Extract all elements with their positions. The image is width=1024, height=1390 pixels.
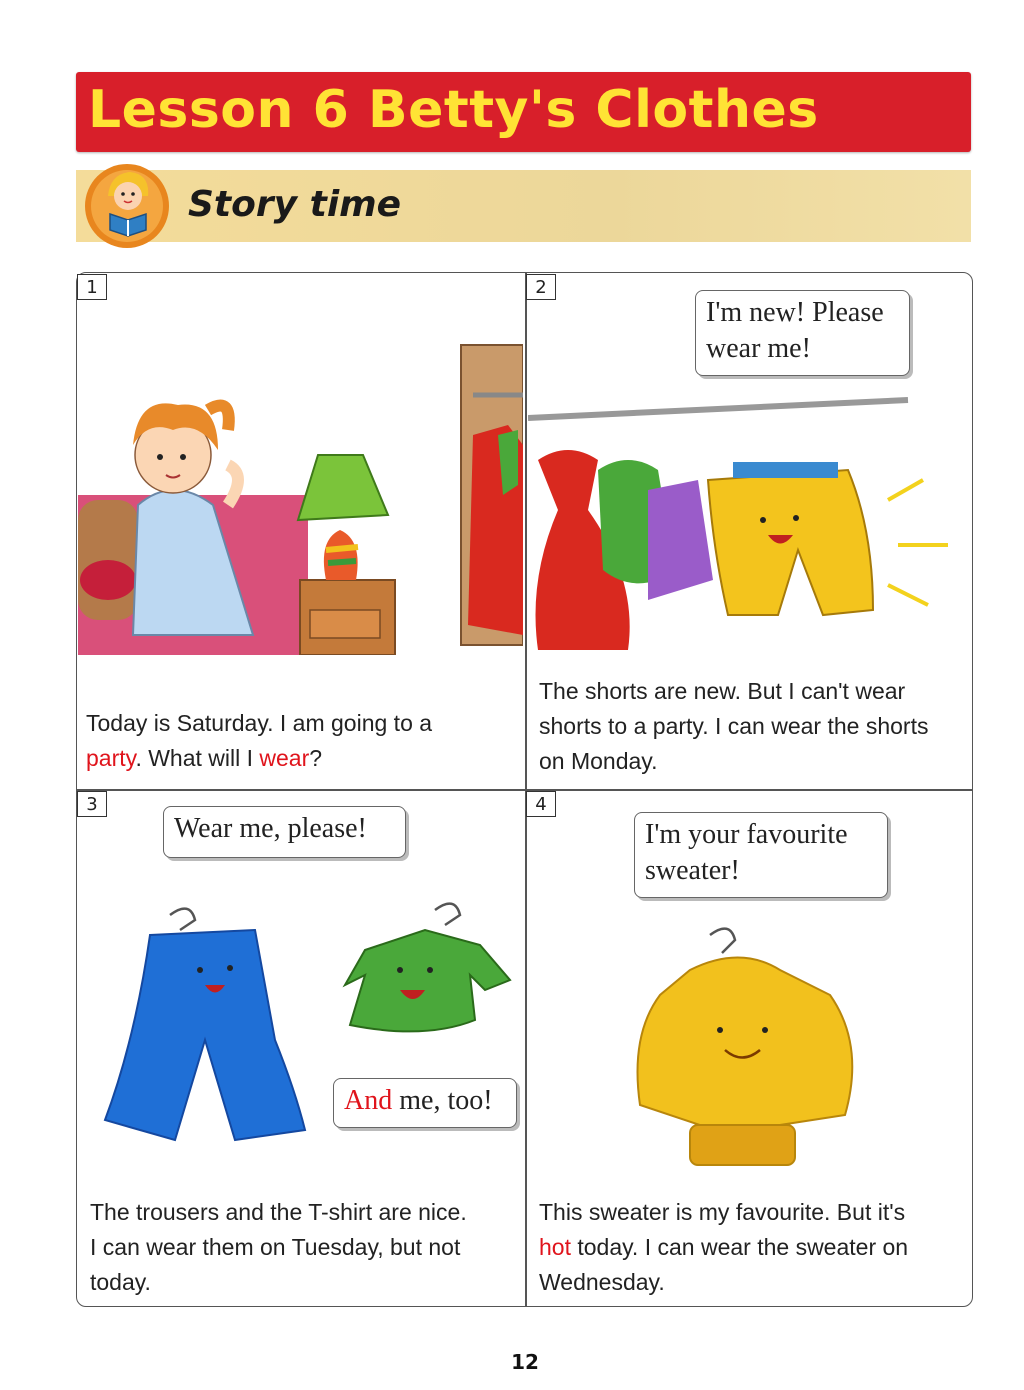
caption-line bbox=[539, 674, 969, 709]
caption-text: Today is Saturday. I am going to a bbox=[86, 710, 433, 736]
section-label: Story time bbox=[188, 184, 402, 225]
betty-bedroom-illustration bbox=[78, 335, 523, 655]
caption-line bbox=[90, 1195, 520, 1230]
panel-number-2: 2 bbox=[526, 274, 556, 300]
caption-text: on Monday. bbox=[539, 748, 658, 774]
caption-line bbox=[90, 1265, 520, 1300]
caption-text: . What will I bbox=[135, 745, 260, 771]
panel-number-3: 3 bbox=[77, 791, 107, 817]
caption-line bbox=[539, 1230, 969, 1265]
caption-text: ? bbox=[309, 745, 323, 771]
caption-line bbox=[539, 744, 969, 779]
bubble-line: wear me! bbox=[706, 333, 811, 364]
caption-keyword: party bbox=[86, 745, 136, 771]
panel-4-caption bbox=[539, 1195, 969, 1300]
bubble-line: sweater! bbox=[645, 855, 740, 886]
panel-number-1: 1 bbox=[77, 274, 107, 300]
caption-text: Wednesday. bbox=[539, 1269, 665, 1295]
lesson-title: Lesson 6 Betty's Clothes bbox=[88, 80, 819, 140]
shorts-speech-bubble bbox=[695, 290, 910, 376]
caption-text: I can wear them on Tuesday, but not bbox=[90, 1234, 461, 1260]
grid-divider-horizontal bbox=[76, 789, 973, 791]
caption-text: This sweater is my favourite. But it's bbox=[539, 1199, 906, 1225]
panel-1-caption bbox=[86, 706, 516, 776]
bubble-line: Wear me, please! bbox=[174, 813, 367, 844]
bubble-red-word: And bbox=[344, 1085, 393, 1116]
caption-keyword: wear bbox=[259, 745, 310, 771]
caption-text: today. bbox=[90, 1269, 151, 1295]
bubble-line: I'm new! Please bbox=[706, 297, 884, 328]
story-time-bar bbox=[76, 170, 971, 242]
caption-text: shorts to a party. I can wear the shorts bbox=[539, 713, 929, 739]
caption-line bbox=[539, 709, 969, 744]
reading-girl-icon bbox=[80, 156, 174, 250]
page-number: 12 bbox=[511, 1350, 539, 1374]
tshirt-speech-bubble bbox=[333, 1078, 517, 1128]
caption-line bbox=[86, 706, 516, 741]
trousers-speech-bubble bbox=[163, 806, 406, 858]
sweater-speech-bubble bbox=[634, 812, 888, 898]
caption-text: The trousers and the T-shirt are nice. bbox=[90, 1199, 467, 1225]
sweater-illustration bbox=[630, 925, 870, 1175]
panel-3-caption bbox=[90, 1195, 520, 1300]
clothes-on-rail-illustration bbox=[528, 380, 968, 670]
lesson-title-bar bbox=[76, 72, 971, 152]
caption-keyword: hot bbox=[539, 1234, 571, 1260]
caption-line bbox=[539, 1265, 969, 1300]
panel-2-caption bbox=[539, 674, 969, 779]
bubble-text: me, too! bbox=[392, 1085, 493, 1116]
panel-number-4: 4 bbox=[526, 791, 556, 817]
caption-text: today. I can wear the sweater on bbox=[570, 1234, 909, 1260]
caption-text: The shorts are new. But I can't wear bbox=[539, 678, 906, 704]
caption-line bbox=[90, 1230, 520, 1265]
bubble-line: I'm your favourite bbox=[645, 819, 848, 850]
caption-line bbox=[539, 1195, 969, 1230]
caption-line bbox=[86, 741, 516, 776]
